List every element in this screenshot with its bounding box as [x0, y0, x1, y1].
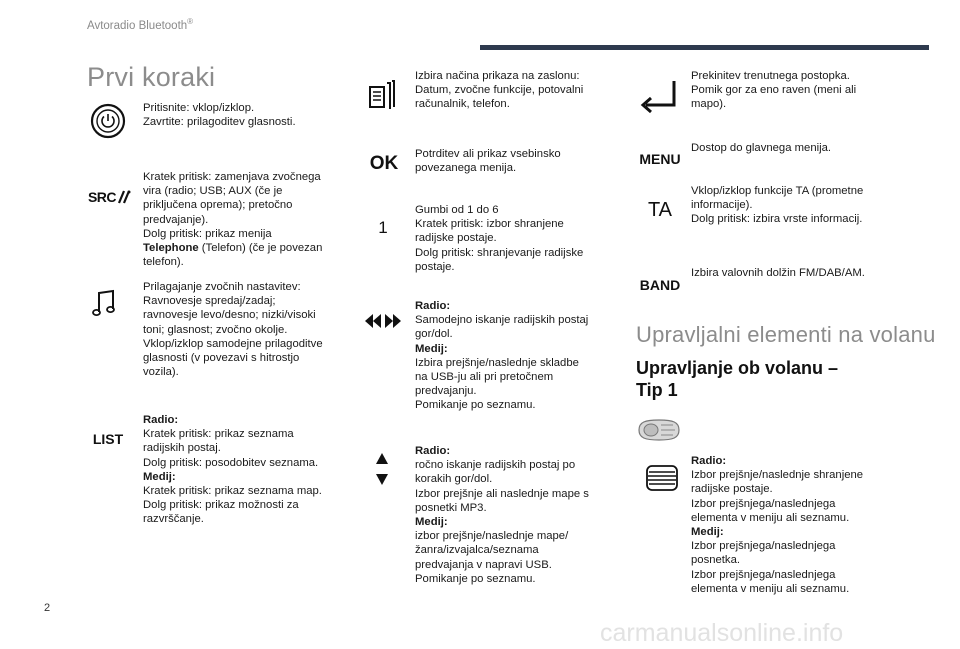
steering-control-stalk-icon — [635, 416, 683, 444]
menu-description: Dostop do glavnega menija. — [691, 142, 832, 154]
ta-description: Vklop/izklop funkcije TA (prometne informacije). Dolg pritisk: izbira vrste informacij. — [691, 185, 864, 226]
src-description: Kratek pritisk: zamenjava zvočnega vira (radio; USB; AUX (če je priključena oprema); pretočno predvajanje). Dolg pritisk: prikaz menija Telephone (Telefon) (če je povezan telefon). — [143, 171, 323, 269]
ok-description: Potrditev ali prikaz vsebinsko povezanega menija. — [415, 148, 561, 175]
power-knob-icon — [90, 103, 126, 139]
presets-description: Gumbi od 1 do 6 Kratek pritisk: izbor shranjene radijske postaje. Dolg pritisk: shranjevanje radijske postaje. — [415, 204, 584, 273]
scroll-wheel-description: Radio: Izbor prejšnje/naslednje shranjene radijske postaje. Izbor prejšnjega/naslednjega elementa v meniju ali seznamu. Medij: Izbor prejšnjega/naslednjega posnetka. Izbor prejšnjega/naslednjega elementa v meniju ali seznamu. — [691, 455, 864, 595]
power-description: Pritisnite: vklop/izklop. Zavrtite: prilagoditev glasnosti. — [143, 102, 296, 129]
section-title-steering-controls: Upravljalni elementi na volanu — [636, 322, 936, 347]
band-description: Izbira valovnih dolžin FM/DAB/AM. — [691, 267, 865, 279]
band-button-icon: BAND — [639, 277, 681, 293]
back-description: Prekinitev trenutnega postopka. Pomik gor za eno raven (meni ali mapo). — [691, 70, 857, 111]
scroll-wheel-icon — [645, 464, 679, 492]
page-number: 2 — [44, 602, 51, 614]
menu-button-icon: MENU — [639, 151, 681, 167]
ok-button-icon: OK — [369, 153, 399, 174]
header-bar — [480, 45, 929, 50]
src-button-icon: SRC — [86, 188, 134, 206]
list-description: Radio: Kratek pritisk: prikaz seznama radijskih postaj. Dolg pritisk: posodobitev seznama. Medij: Kratek pritisk: prikaz seznama map. Dolg pritisk: prikaz možnosti za razvrščanje. — [143, 414, 322, 526]
seek-arrows-icon — [364, 313, 402, 329]
music-note-icon — [92, 288, 118, 318]
display-mode-description: Izbira načina prikaza na zaslonu: Datum, zvočne funkcije, potovalni računalnik, telefon. — [415, 70, 584, 111]
header-title: Avtoradio Bluetooth — [87, 19, 188, 32]
watermark: carmanualsonline.info — [600, 619, 844, 647]
up-down-arrows-icon — [374, 452, 390, 486]
section-title-first-steps: Prvi koraki — [87, 62, 216, 92]
list-button-icon: LIST — [92, 431, 124, 447]
seek-description: Radio: Samodejno iskanje radijskih postaj gor/dol. Medij: Izbira prejšnje/naslednje skladbe na USB-ju ali pri pretočnem predvajanju. Pomikanje po seznamu. — [415, 300, 589, 412]
ta-button-icon: TA — [647, 198, 673, 221]
back-arrow-icon — [638, 77, 682, 115]
updown-description: Radio: ročno iskanje radijskih postaj po korakih gor/dol. Izbor prejšnje ali naslednje mape s posnetki MP3. Medij: izbor prejšnje/naslednje mape/ žanra/izvajalca/seznama predvajanja v napravi USB. Pomikanje po seznamu. — [415, 445, 589, 585]
audio-settings-description: Prilagajanje zvočnih nastavitev: Ravnovesje spredaj/zadaj; ravnovesje levo/desno; nizki/visoki toni; glasnost; zvočno okolje. Vklop/izklop samodejne prilagoditve glasnosti (v povezavi s hitrostjo vozila). — [143, 281, 323, 379]
preset-one-icon: 1 — [378, 218, 388, 237]
subsection-title-type-1: Upravljanje ob volanu – Tip 1 — [636, 358, 839, 400]
display-mode-icon — [368, 79, 396, 111]
running-header — [87, 17, 193, 32]
registered-mark: ® — [187, 17, 194, 26]
